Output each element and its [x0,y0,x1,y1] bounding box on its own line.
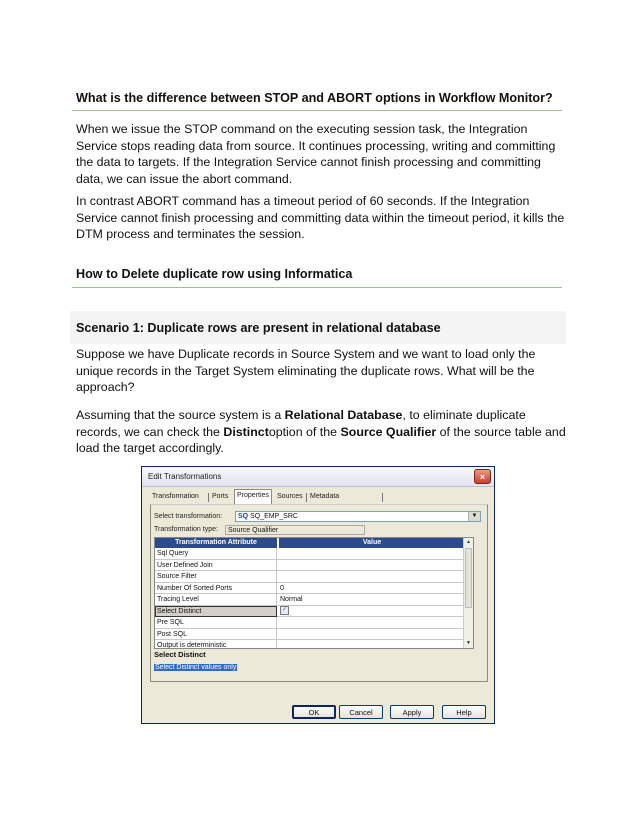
table-row[interactable] [155,594,473,606]
description-text: Select Distinct values only [155,664,237,671]
row-attribute: Select Distinct [155,606,277,617]
row-attribute: Pre SQL [155,617,277,628]
paragraph-approach: Assuming that the source system is a Relational Database, to eliminate duplicate records, we can check the Distinctoption of the Source Qualifier of the source table and load the target accordingly. [76,408,566,455]
edit-transformations-dialog [141,466,495,724]
column-header-value[interactable]: Value [278,538,465,548]
row-value[interactable] [278,617,473,628]
source-qualifier-icon: SQ [238,513,249,520]
cancel-button[interactable]: Cancel [339,705,383,719]
row-value[interactable] [278,629,473,640]
row-attribute: User Defined Join [155,560,277,571]
scenario-heading: Scenario 1: Duplicate rows are present in relational database [76,321,441,335]
tab-separator [306,493,307,502]
properties-grid [154,537,474,649]
row-value[interactable] [278,606,473,617]
tab-ports[interactable]: Ports [212,493,229,500]
row-value[interactable]: Normal [280,596,303,603]
column-header-attribute[interactable]: Transformation Attribute [155,538,277,548]
scrollbar-thumb[interactable] [465,548,472,608]
properties-panel [150,504,488,682]
vertical-scrollbar[interactable] [463,538,473,648]
dialog-title-bar [142,467,494,487]
divider [72,287,562,288]
tab-separator [208,493,209,502]
select-transformation-dropdown[interactable] [235,511,481,522]
tab-properties[interactable]: Properties [234,489,272,504]
select-transformation-label: Select transformation: [154,513,223,520]
row-value[interactable] [278,640,473,649]
tab-separator [382,493,383,502]
close-icon[interactable]: × [474,469,491,484]
table-row[interactable] [155,617,473,629]
tab-transformation[interactable]: Transformation [152,493,199,500]
tab-sources[interactable]: Sources [277,493,303,500]
help-button[interactable]: Help [442,705,486,719]
select-transformation-value: SQ_EMP_SRC [250,513,298,520]
description-title: Select Distinct [154,650,206,659]
row-value[interactable] [278,571,473,582]
table-row[interactable] [155,571,473,583]
divider [72,110,562,111]
paragraph-scenario: Suppose we have Duplicate records in Source System and we want to load only the unique records in the Target System eliminating the duplicate rows. What will be the approach? [76,347,536,394]
table-row[interactable] [155,629,473,641]
attribute-description [154,650,472,678]
apply-button[interactable]: Apply [390,705,434,719]
scroll-up-icon[interactable]: ▲ [466,539,471,545]
row-attribute: Post SQL [155,629,277,640]
tab-metadata-extensions[interactable]: Metadata [310,493,340,500]
row-attribute: Sql Query [155,548,277,559]
row-value[interactable]: 0 [280,584,284,592]
heading-delete-duplicates: How to Delete duplicate row using Informatica [76,267,353,281]
transformation-type-value: Source Qualifier [225,525,365,535]
row-value[interactable] [278,548,473,559]
transformation-type-label: Transformation type: [154,526,218,533]
paragraph-stop: When we issue the STOP command on the executing session task, the Integration Service stops reading data from source. It continues processing, writing and committing the data to targets. If the Integration Service cannot finish processing and committing data, we can issue the abort command. [76,122,556,186]
paragraph-abort: In contrast ABORT command has a timeout period of 60 seconds. If the Integration Service cannot finish processing and committing data within the timeout period, it kills the DTM process and terminates the session. [76,194,565,241]
table-row[interactable] [155,560,473,572]
scroll-down-icon[interactable]: ▼ [466,640,471,646]
heading-stop-abort: What is the difference between STOP and ABORT options in Workflow Monitor? [76,91,553,105]
row-attribute: Number Of Sorted Ports [155,583,277,594]
table-row[interactable] [155,583,473,595]
select-distinct-checkbox[interactable]: ✓ [281,607,288,614]
table-row-selected[interactable] [155,606,473,618]
table-row[interactable] [155,548,473,560]
dialog-title: Edit Transformations [148,472,222,481]
row-attribute: Output is deterministic [155,640,277,649]
row-attribute: Source Filter [155,571,277,582]
row-value[interactable] [278,560,473,571]
ok-button[interactable]: OK [292,705,336,719]
row-attribute: Tracing Level [155,594,277,605]
table-row[interactable] [155,640,473,649]
chevron-down-icon[interactable]: ▼ [468,512,480,521]
